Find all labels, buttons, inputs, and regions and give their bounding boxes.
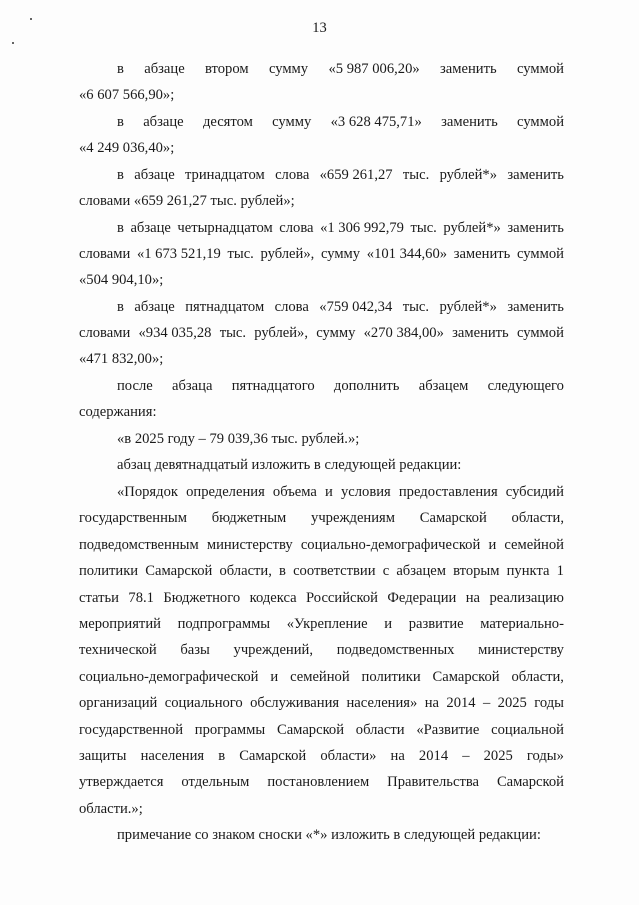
word: и xyxy=(325,484,333,500)
text-line xyxy=(117,60,564,78)
word: абзаца xyxy=(171,378,213,394)
text-line xyxy=(79,773,564,791)
word: «934 035,28 xyxy=(138,325,212,341)
word: в xyxy=(117,114,124,130)
text-line: «471 832,00»; xyxy=(79,351,164,367)
word: политики xyxy=(361,669,421,685)
word: 2025 xyxy=(483,748,513,764)
word: программы xyxy=(194,722,266,738)
word: населения xyxy=(140,748,205,764)
word: Правительства xyxy=(387,774,479,790)
word: объема xyxy=(272,484,317,500)
word: заменить xyxy=(440,61,497,77)
word: на xyxy=(390,748,405,764)
word: технической xyxy=(79,642,157,658)
word: учреждениям xyxy=(311,510,395,526)
word: «5 987 006,20» xyxy=(328,61,420,77)
text-line xyxy=(117,298,564,316)
word: тринадцатом xyxy=(185,167,265,183)
word: постановлением xyxy=(267,774,370,790)
text-line xyxy=(79,747,564,765)
word: сумму xyxy=(268,61,309,77)
word: четырнадцатом xyxy=(177,220,273,236)
text-line xyxy=(117,377,564,395)
text-line: области.»; xyxy=(79,801,143,817)
word: суммой xyxy=(516,325,564,341)
word: Самарской xyxy=(496,774,564,790)
word: абзаце xyxy=(134,167,175,183)
word: тыс. xyxy=(410,220,437,236)
word: – xyxy=(462,748,470,764)
word: вторым xyxy=(453,563,500,579)
word: отдельным xyxy=(181,774,250,790)
word: абзаце xyxy=(134,299,175,315)
word: социальной xyxy=(491,722,564,738)
word: рублей*» xyxy=(439,299,497,315)
word: 1 xyxy=(556,563,564,579)
word: следующего xyxy=(487,378,564,394)
word: населения» xyxy=(346,695,418,711)
text-line xyxy=(79,721,564,739)
word: десятом xyxy=(202,114,253,130)
word: абзаце xyxy=(143,114,184,130)
word: утверждается xyxy=(79,774,164,790)
word: заменить xyxy=(441,114,498,130)
word: социального xyxy=(164,695,243,711)
word: в xyxy=(218,748,226,764)
word: предоставления xyxy=(398,484,498,500)
word: и xyxy=(270,669,279,685)
text-line xyxy=(79,694,564,712)
text-line xyxy=(79,509,564,527)
word: Самарской xyxy=(145,563,213,579)
text-line xyxy=(79,324,564,342)
word: сумму xyxy=(272,114,312,130)
word: области xyxy=(355,722,405,738)
word: 78.1 xyxy=(128,590,154,606)
word: абзацем xyxy=(418,378,469,394)
text-line xyxy=(117,166,564,184)
word: тыс. xyxy=(402,167,430,183)
word: в xyxy=(117,299,124,315)
word: с xyxy=(382,563,390,579)
word: политики xyxy=(79,563,139,579)
word: слова xyxy=(279,220,314,236)
word: подведомственных xyxy=(336,642,455,658)
word: заменить xyxy=(507,220,564,236)
word: на xyxy=(424,695,439,711)
word: заменить xyxy=(507,167,564,183)
scan-speck xyxy=(12,42,14,44)
word: заменить xyxy=(507,299,564,315)
word: словами xyxy=(79,325,131,341)
word: области» xyxy=(320,748,377,764)
word: сумму xyxy=(320,246,361,262)
word: годы» xyxy=(526,748,564,764)
word: рублей*» xyxy=(443,220,501,236)
word: тыс. xyxy=(227,246,254,262)
word: государственной xyxy=(79,722,184,738)
text-line: «6 607 566,90»; xyxy=(79,87,175,103)
word: абзацем xyxy=(396,563,446,579)
word: Самарской xyxy=(276,722,345,738)
text-line xyxy=(79,589,564,607)
word: министерству xyxy=(206,537,293,553)
word: защиты xyxy=(79,748,127,764)
word: мероприятий xyxy=(79,616,161,632)
word: годы xyxy=(534,695,564,711)
word: Федерации xyxy=(387,590,457,606)
word: суммой xyxy=(517,114,564,130)
text-line xyxy=(79,245,564,263)
word: области, xyxy=(219,563,272,579)
word: на xyxy=(465,590,481,606)
word: обслуживания xyxy=(250,695,340,711)
word: области, xyxy=(511,669,564,685)
text-line xyxy=(79,668,564,686)
word: суммой xyxy=(516,246,564,262)
word: «Развитие xyxy=(416,722,480,738)
text-line xyxy=(79,562,564,580)
text-line: словами «659 261,27 тыс. рублей»; xyxy=(79,193,295,209)
word: «101 344,60» xyxy=(366,246,448,262)
word: в xyxy=(117,220,124,236)
scan-speck xyxy=(30,18,32,20)
word: подпрограммы xyxy=(177,616,271,632)
text-line: примечание со знаком сноски «*» изложить в следующей редакции: xyxy=(117,827,541,843)
word: министерству xyxy=(478,642,564,658)
text-line xyxy=(117,483,564,501)
word: определения xyxy=(186,484,265,500)
word: кодекса xyxy=(249,590,297,606)
word: «659 261,27 xyxy=(319,167,393,183)
word: развитие xyxy=(408,616,464,632)
text-line: «504 904,10»; xyxy=(79,272,164,288)
word: «1 673 521,19 xyxy=(136,246,221,262)
word: тыс. xyxy=(402,299,430,315)
word: Российской xyxy=(306,590,378,606)
word: заменить xyxy=(452,325,509,341)
word: тыс. xyxy=(219,325,246,341)
word: заменить xyxy=(453,246,511,262)
text-line xyxy=(79,615,564,633)
word: дополнить xyxy=(333,378,400,394)
word: рублей», xyxy=(260,246,315,262)
word: сумму xyxy=(316,325,356,341)
word: и xyxy=(384,616,393,632)
word: рублей*» xyxy=(439,167,497,183)
word: соответствии xyxy=(293,563,376,579)
word: абзаце xyxy=(144,61,185,77)
word: пятнадцатого xyxy=(231,378,315,394)
text-line: абзац девятнадцатый изложить в следующей редакции: xyxy=(117,457,462,473)
word: реализацию xyxy=(489,590,564,606)
word: пункта xyxy=(506,563,550,579)
word: 2014 xyxy=(446,695,476,711)
page-number: 13 xyxy=(312,20,327,36)
word: субсидий xyxy=(505,484,564,500)
word: социально-демографической xyxy=(300,537,481,553)
word: области, xyxy=(511,510,564,526)
word: материально- xyxy=(480,616,564,632)
word: и xyxy=(488,537,497,553)
word: слова xyxy=(274,299,309,315)
word: абзаце xyxy=(130,220,171,236)
word: семейной xyxy=(290,669,350,685)
word: статьи xyxy=(79,590,119,606)
text-line: «4 249 036,40»; xyxy=(79,140,175,156)
text-line xyxy=(117,113,564,131)
word: Самарской xyxy=(432,669,500,685)
word: в xyxy=(117,61,124,77)
word: рублей», xyxy=(254,325,309,341)
word: – xyxy=(482,695,491,711)
word: условия xyxy=(340,484,391,500)
text-line xyxy=(79,641,564,659)
word: базы xyxy=(180,642,210,658)
word: после xyxy=(117,378,153,394)
word: организаций xyxy=(79,695,158,711)
text-line xyxy=(79,536,564,554)
word: государственным xyxy=(79,510,187,526)
word: семейной xyxy=(504,537,564,553)
word: бюджетным xyxy=(211,510,287,526)
word: суммой xyxy=(516,61,564,77)
word: социально-демографической xyxy=(79,669,259,685)
word: слова xyxy=(275,167,310,183)
word: пятнадцатом xyxy=(185,299,265,315)
word: 2025 xyxy=(497,695,527,711)
text-line xyxy=(117,219,564,237)
word: словами xyxy=(79,246,131,262)
word: в xyxy=(117,167,124,183)
word: «759 042,34 xyxy=(319,299,393,315)
word: «3 628 475,71» xyxy=(330,114,422,130)
text-line: «в 2025 году – 79 039,36 тыс. рублей.»; xyxy=(117,431,360,447)
word: «Укрепление xyxy=(286,616,368,632)
word: учреждений, xyxy=(233,642,314,658)
word: «Порядок xyxy=(117,484,178,500)
word: Бюджетного xyxy=(163,590,241,606)
word: Самарской xyxy=(239,748,307,764)
word: «1 306 992,79 xyxy=(320,220,404,236)
word: втором xyxy=(205,61,249,77)
word: Самарской xyxy=(419,510,487,526)
word: «270 384,00» xyxy=(363,325,444,341)
word: 2014 xyxy=(418,748,449,764)
word: подведомственным xyxy=(79,537,199,553)
word: в xyxy=(279,563,286,579)
text-line: содержания: xyxy=(79,404,157,420)
